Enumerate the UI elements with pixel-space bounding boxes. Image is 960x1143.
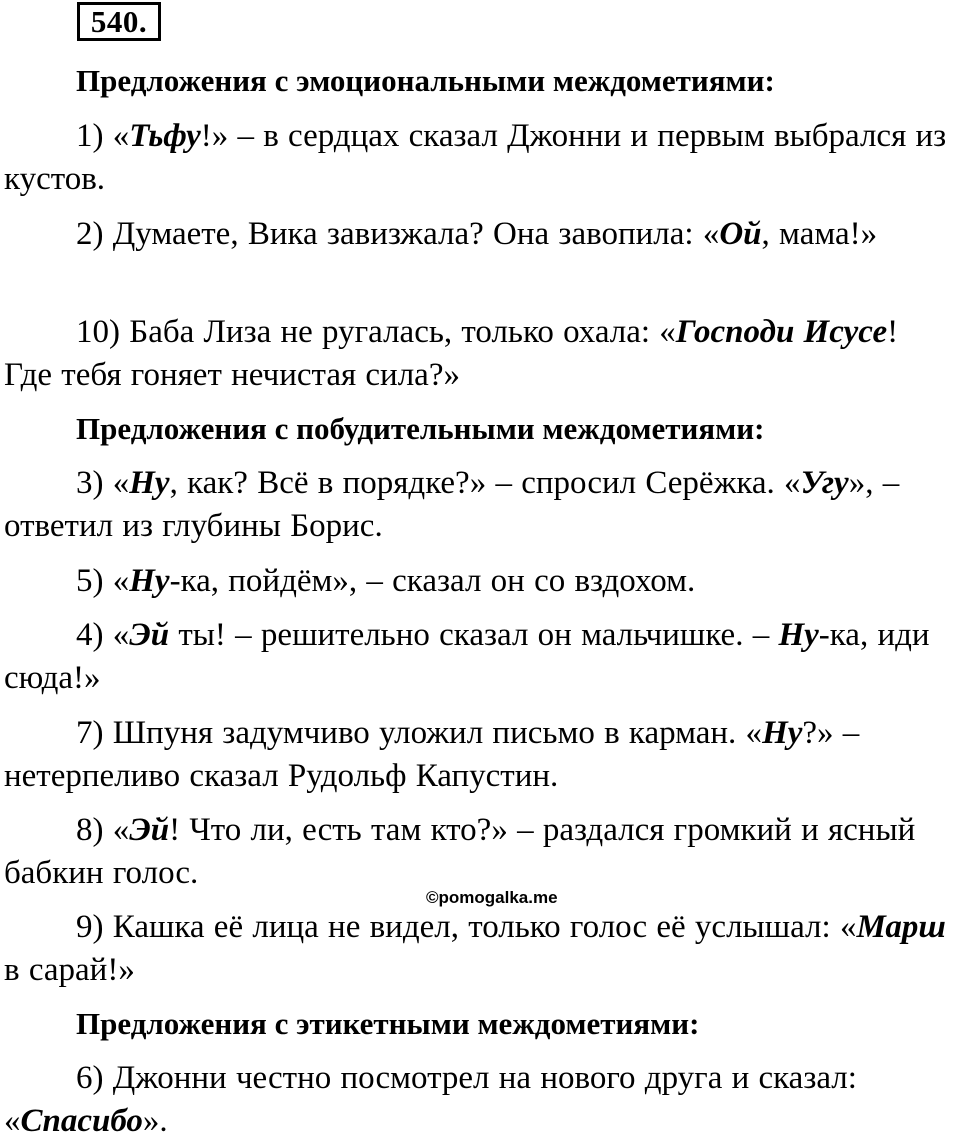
sentence-text: , мама!» xyxy=(761,216,878,252)
interjection: Ну xyxy=(762,715,803,751)
sentence-text: 7) Шпуня задумчиво уложил письмо в карман. « xyxy=(76,715,763,751)
sentence-text: -ка, пойдём», – сказал он со вздохом. xyxy=(169,563,696,599)
section-heading-etiquette: Предложения с этикетными междометиями: xyxy=(76,1006,700,1041)
sentence-9 xyxy=(4,906,954,992)
interjection: Эй xyxy=(129,812,170,848)
sentence-text: , как? Всё в порядке?» – спросил Серёжка. « xyxy=(169,465,801,501)
sentence-text: 1) « xyxy=(76,118,130,154)
watermark: ©pomogalka.me xyxy=(426,888,558,907)
sentence-text: 10) Баба Лиза не ругалась, только охала: « xyxy=(76,314,676,350)
interjection: Ой xyxy=(719,216,762,252)
sentence-text: 3) « xyxy=(76,465,130,501)
sentence-text: ! Что ли, есть там кто?» – раздался громкий и ясный бабкин голос. xyxy=(4,812,916,891)
sentence-text: !» – в сердцах сказал Джонни и первым выбрался из кустов. xyxy=(4,118,947,197)
sentence-1 xyxy=(4,115,954,201)
interjection: Ну xyxy=(129,465,170,501)
sentence-text: -ка, иди сюда!» xyxy=(4,617,930,696)
sentence-text: ?» – нетерпеливо сказал Рудольф Капустин. xyxy=(4,715,860,794)
sentence-10 xyxy=(4,311,954,397)
interjection: Спасибо xyxy=(20,1103,143,1139)
sentence-text: 6) Джонни честно посмотрел на нового друга и сказал: « xyxy=(4,1060,857,1139)
section-heading-emotional: Предложения с эмоциональными междометиями: xyxy=(76,63,775,98)
sentence-text: 9) Кашка её лица не видел, только голос её услышал: « xyxy=(76,909,857,945)
interjection: Тьфу xyxy=(129,118,201,154)
sentence-8 xyxy=(4,809,954,895)
interjection: Господи Исусе xyxy=(675,314,888,350)
sentence-text: ». xyxy=(142,1103,168,1139)
sentence-3 xyxy=(4,462,954,548)
interjection: Эй xyxy=(129,617,170,653)
sentence-4 xyxy=(4,614,954,700)
exercise-number: 540. xyxy=(77,2,161,41)
section-heading-imperative: Предложения с побудительными междометиями: xyxy=(76,411,765,446)
sentence-text: 5) « xyxy=(76,563,130,599)
sentence-2 xyxy=(4,213,954,256)
sentence-text: ! Где тебя гоняет нечистая сила?» xyxy=(4,314,899,393)
sentence-text: », – ответил из глубины Борис. xyxy=(4,465,900,544)
interjection: Марш xyxy=(856,909,946,945)
sentence-5 xyxy=(4,560,954,603)
sentence-text: в сарай!» xyxy=(4,952,135,988)
interjection: Угу xyxy=(800,465,849,501)
sentence-text: 2) Думаете, Вика завизжала? Она завопила: « xyxy=(76,216,720,252)
interjection: Ну xyxy=(778,617,819,653)
sentence-7 xyxy=(4,712,954,798)
sentence-text: 4) « xyxy=(76,617,130,653)
sentence-text: 8) « xyxy=(76,812,130,848)
sentence-6 xyxy=(4,1057,954,1143)
interjection: Ну xyxy=(129,563,170,599)
sentence-text: ты! – решительно сказал он мальчишке. – xyxy=(169,617,779,653)
